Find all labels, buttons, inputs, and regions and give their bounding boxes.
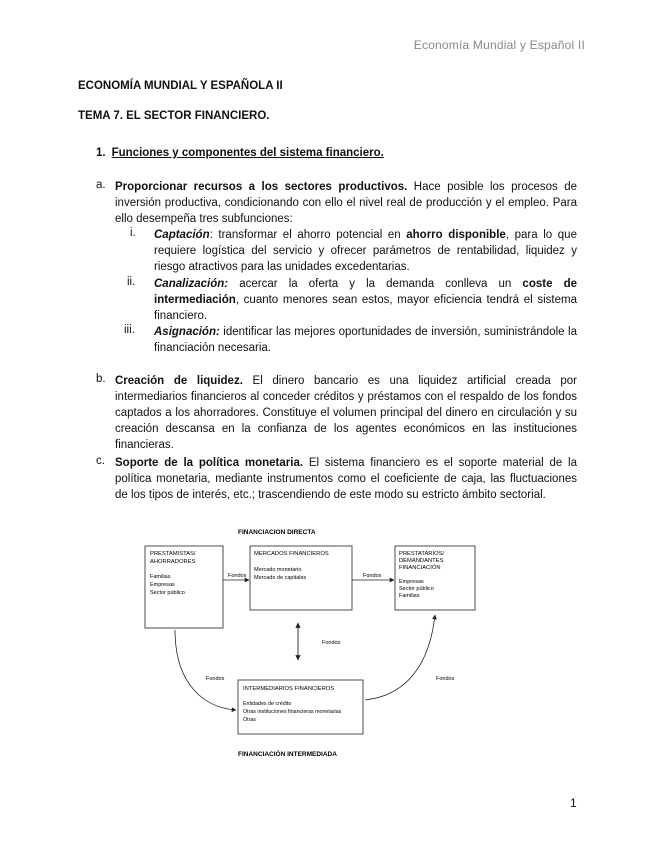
sub-iii-paragraph bbox=[154, 324, 577, 356]
sub-iii-title: Asignación: bbox=[154, 326, 220, 338]
sub-iii-number: iii. bbox=[124, 324, 135, 336]
borrowers-title-2: DEMANDANTES bbox=[399, 558, 444, 564]
lenders-to-intermediaries-arrow bbox=[175, 630, 236, 710]
fondos-label-2: Fondos bbox=[363, 573, 382, 579]
sub-ii-bold: coste de intermediación bbox=[154, 278, 577, 306]
section-number: 1. bbox=[96, 147, 106, 159]
sub-ii-text-2: , cuanto menores sean estos, mayor eficiencia tendrá el sistema financiero. bbox=[154, 294, 577, 322]
page-number: 1 bbox=[570, 796, 577, 810]
section-title: Funciones y componentes del sistema financiero. bbox=[111, 147, 384, 159]
item-b-letter: b. bbox=[96, 373, 106, 385]
sub-i-bold: ahorro disponible bbox=[406, 229, 506, 241]
sub-ii-text: acercar la oferta y la demanda conlleva un bbox=[228, 278, 523, 290]
sub-i-text-2: , para lo que requiere logística del servicio y ofrecer parámetros de rentabilidad, liquidez y riesgo atractivos para las unidades excedentarias. bbox=[154, 229, 577, 273]
sub-ii-number: ii. bbox=[127, 276, 136, 288]
intermediaries-line-2: Otras instituciones financieras monetarias bbox=[243, 709, 342, 715]
direct-financing-label: FINANCIACION DIRECTA bbox=[238, 529, 316, 536]
markets-line-2: Mercado de capitales bbox=[254, 575, 307, 581]
borrowers-line-2: Sector público bbox=[399, 586, 434, 592]
fondos-label-5: Fondos bbox=[436, 676, 455, 682]
sub-iii-text: identificar las mejores oportunidades de inversión, suministrándole la financiación necesaria. bbox=[154, 326, 577, 354]
item-c-title: Soporte de la política monetaria. bbox=[115, 457, 304, 469]
intermediaries-to-borrowers-arrow bbox=[365, 615, 435, 700]
sub-i-title: Captación bbox=[154, 229, 210, 241]
markets-line-1: Mercado monetario bbox=[254, 567, 302, 573]
item-a-text: Hace posible los procesos de inversión productiva, condicionando con ello el nivel real de producción y el empleo. Para ello desempeña tres subfunciones: bbox=[115, 181, 578, 225]
markets-title: MERCADOS FINANCIEROS bbox=[254, 551, 329, 557]
item-a-paragraph bbox=[115, 179, 577, 227]
sub-i-paragraph bbox=[154, 227, 577, 275]
lenders-line-2: Empresas bbox=[150, 582, 175, 588]
item-c-text: El sistema financiero es el soporte material de la política monetaria, mediante instrumentos como el coeficiente de caja, las fluctuaciones de los tipos de interés, etc.; trascendiendo de este modo su estricto ámbito sectorial. bbox=[115, 457, 577, 501]
chapter-title: TEMA 7. EL SECTOR FINANCIERO. bbox=[78, 110, 270, 122]
lenders-title-1: PRESTAMISTAS/ bbox=[150, 551, 196, 557]
item-c-letter: c. bbox=[96, 455, 105, 467]
borrowers-line-3: Familias bbox=[399, 593, 420, 599]
fondos-label-3: Fondos bbox=[322, 640, 341, 646]
borrowers-title-3: FINANCIACIÓN bbox=[399, 565, 441, 571]
intermediaries-title: INTERMEDIARIOS FINANCIEROS bbox=[243, 686, 335, 692]
sub-i-number: i. bbox=[130, 227, 136, 239]
sub-ii-title: Canalización: bbox=[154, 278, 229, 290]
item-b-paragraph bbox=[115, 373, 577, 453]
lenders-title-2: AHORRADORES bbox=[150, 559, 196, 565]
financial-flow-diagram bbox=[130, 520, 480, 765]
lenders-line-1: Familias bbox=[150, 574, 171, 580]
item-c-paragraph bbox=[115, 455, 577, 503]
item-a-title: Proporcionar recursos a los sectores productivos. bbox=[115, 181, 408, 193]
sub-i-text: : transformar el ahorro potencial en bbox=[209, 229, 407, 241]
running-header: Economía Mundial y Español II bbox=[413, 38, 585, 52]
item-b-text: El dinero bancario es una liquidez artificial creada por intermediarios financieros al conceder créditos y préstamos con el respaldo de los fondos captados a los ahorradores. Constituye el volumen principal del dinero en circulación y su creación descansa en la confianza de los agentes económicos en las instituciones financieras. bbox=[115, 375, 577, 451]
fondos-label-4: Fondos bbox=[206, 676, 225, 682]
fondos-label-1: Fondos bbox=[228, 573, 247, 579]
item-a-letter: a. bbox=[96, 179, 106, 191]
intermediaries-line-3: Otras bbox=[243, 717, 256, 723]
document-title: ECONOMÍA MUNDIAL Y ESPAÑOLA II bbox=[78, 80, 283, 92]
lenders-line-3: Sector público bbox=[150, 590, 185, 596]
borrowers-title-1: PRESTATARIOS/ bbox=[399, 551, 445, 557]
intermediaries-line-1: Entidades de crédito bbox=[243, 701, 292, 707]
intermediated-financing-label: FINANCIACIÓN INTERMEDIADA bbox=[238, 751, 337, 758]
sub-ii-paragraph bbox=[154, 276, 577, 324]
item-b-title: Creación de liquidez. bbox=[115, 375, 243, 387]
borrowers-line-1: Empresas bbox=[399, 579, 424, 585]
section-heading bbox=[96, 147, 384, 159]
